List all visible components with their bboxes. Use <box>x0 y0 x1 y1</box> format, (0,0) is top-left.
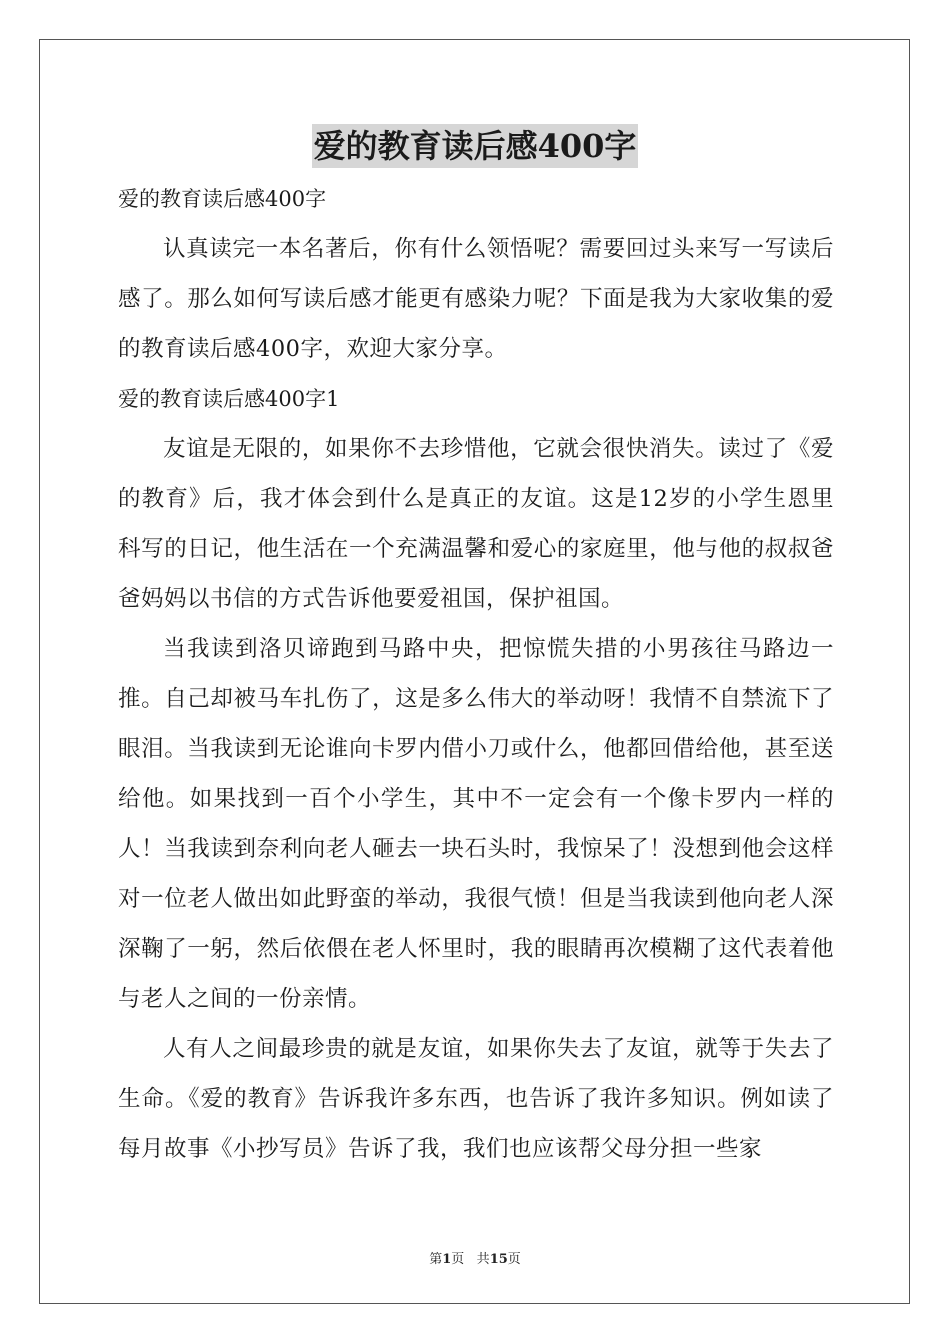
total-prefix: 共 <box>476 1252 490 1267</box>
document-title: 爱的教育读后感400字 <box>312 124 639 168</box>
page-footer <box>0 1248 950 1267</box>
section-heading: 爱的教育读后感400字1 <box>118 387 340 411</box>
current-page-number: 1 <box>442 1252 452 1267</box>
body-paragraph: 友谊是无限的，如果你不去珍惜他，它就会很快消失。读过了《爱的教育》后，我才体会到什么是真正的友谊。这是12岁的小学生恩里科写的日记，他生活在一个充满温馨和爱心的家庭里，他与他的叔叔爸爸妈妈以书信的方式告诉他要爱祖国，保护祖国。 <box>118 436 834 612</box>
total-suffix: 页 <box>507 1252 521 1267</box>
page-prefix: 第 <box>429 1252 443 1267</box>
intro-paragraph: 认真读完一本名著后，你有什么领悟呢？需要回过头来写一写读后感了。那么如何写读后感才能更有感染力呢？下面是我为大家收集的爱的教育读后感400字，欢迎大家分享。 <box>118 236 834 362</box>
page-suffix: 页 <box>451 1252 465 1267</box>
total-pages-number: 15 <box>489 1252 508 1267</box>
body-paragraph: 当我读到洛贝谛跑到马路中央，把惊慌失措的小男孩往马路边一推。自己却被马车扎伤了，这是多么伟大的举动呀！我情不自禁流下了眼泪。当我读到无论谁向卡罗内借小刀或什么，他都回借给他，甚至送给他。如果找到一百个小学生，其中不一定会有一个像卡罗内一样的人！当我读到奈利向老人砸去一块石头时，我惊呆了！没想到他会这样对一位老人做出如此野蛮的举动，我很气愤！但是当我读到他向老人深深鞠了一躬，然后依偎在老人怀里时，我的眼睛再次模糊了这代表着他与老人之间的一份亲情。 <box>118 636 834 1012</box>
body-paragraph: 人有人之间最珍贵的就是友谊，如果你失去了友谊，就等于失去了生命。《爱的教育》告诉我许多东西，也告诉了我许多知识。例如读了每月故事《小抄写员》告诉了我，我们也应该帮父母分担一些家 <box>118 1036 834 1162</box>
document-body <box>118 174 834 1174</box>
title-container <box>0 124 950 168</box>
document-subtitle: 爱的教育读后感400字 <box>118 187 327 211</box>
